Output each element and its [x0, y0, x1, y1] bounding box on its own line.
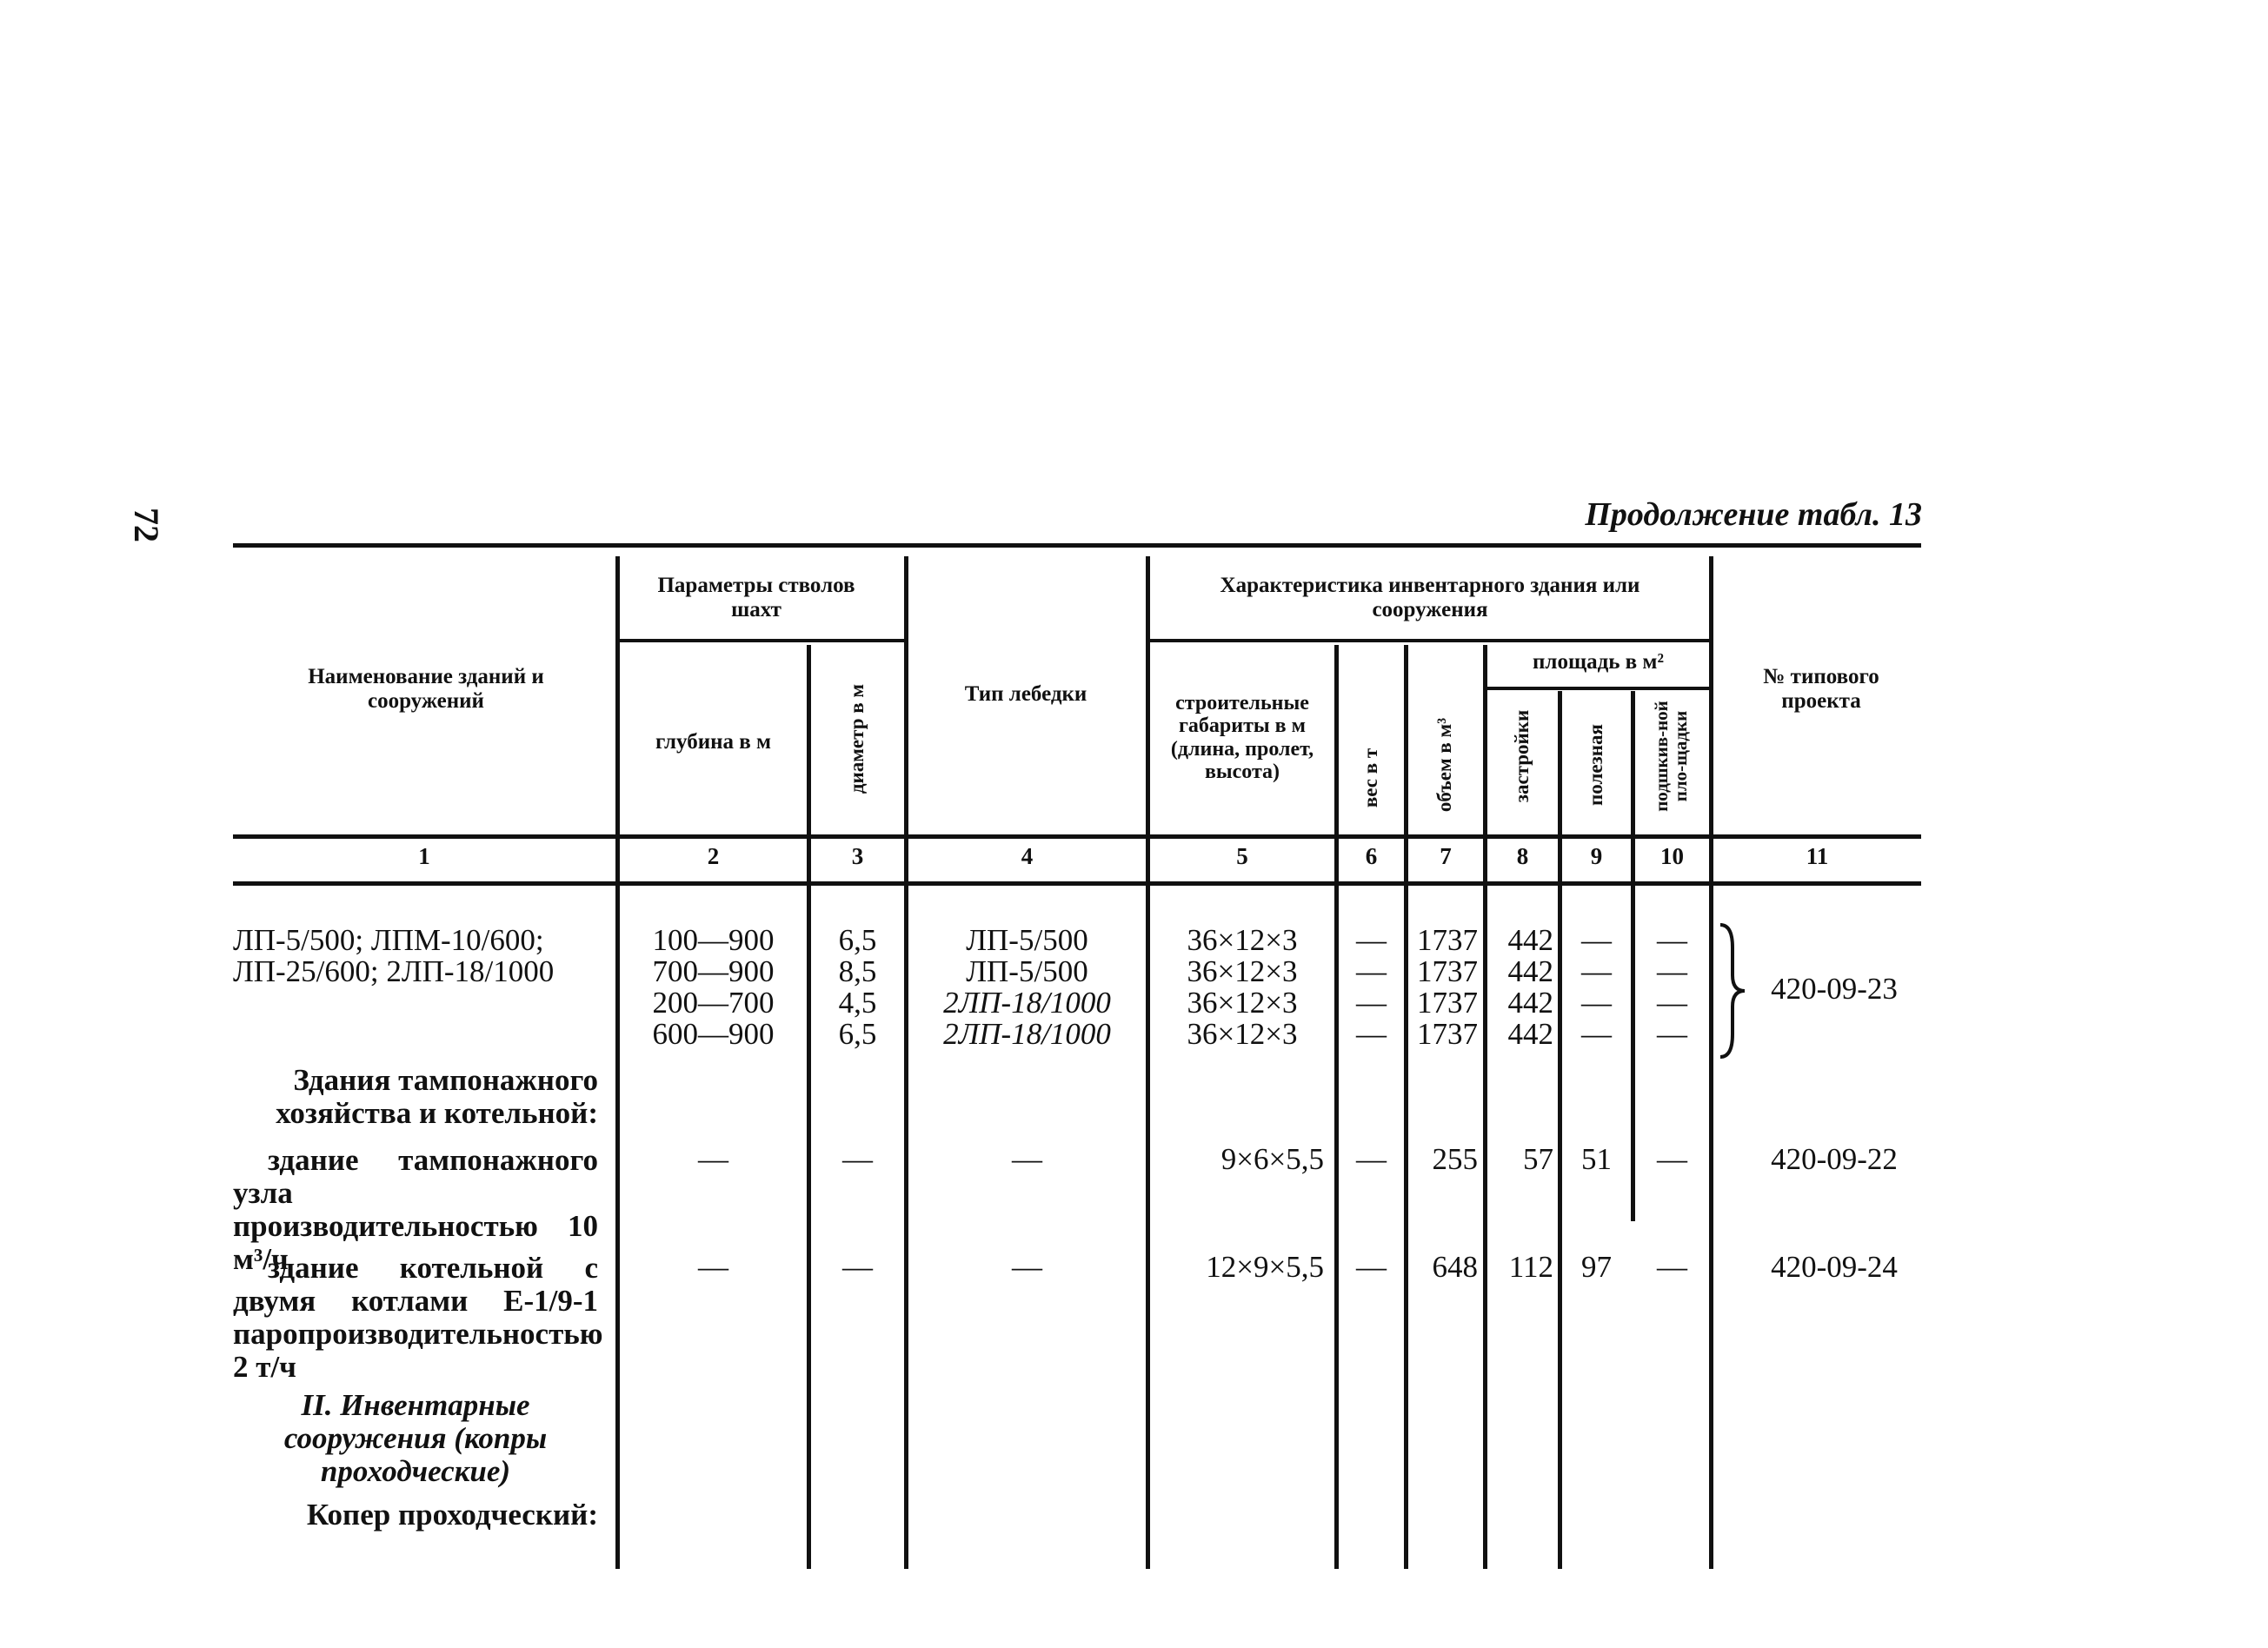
brace-shape [1720, 925, 1745, 1057]
table-cell-useful: — [1581, 986, 1612, 1020]
table-cell-built: 442 [1507, 986, 1553, 1020]
header-col9: полезная [1584, 724, 1606, 806]
header-col5: строительные габариты в м (длина, пролет, высота) [1170, 692, 1314, 784]
table-cell-winch: — [1012, 1142, 1042, 1176]
col-number-8: 8 [1516, 843, 1529, 869]
vrule-4 [1146, 556, 1150, 1569]
table-cell-winch: — [1012, 1250, 1042, 1284]
table-cell-volume: 1737 [1417, 986, 1478, 1020]
table-caption: Продолжение табл. 13 [1585, 496, 1922, 533]
vrule-8 [1558, 691, 1562, 1569]
table-cell-volume: 255 [1432, 1142, 1478, 1176]
header-col1: Наименование зданий и сооружений [308, 665, 544, 713]
col-number-6: 6 [1365, 843, 1378, 869]
table-cell-pulley: — [1657, 1250, 1687, 1284]
vrule-1 [615, 556, 620, 1569]
header-group-building: Характеристика инвентарного здания или сооружения [1220, 574, 1640, 621]
col-number-10: 10 [1660, 843, 1684, 869]
col-number-3: 3 [851, 843, 864, 869]
block1-name-line2: ЛП-25/600; 2ЛП-18/1000 [233, 954, 555, 988]
header-col6: вес в т [1359, 748, 1381, 808]
col-number-4: 4 [1021, 843, 1034, 869]
table-cell-weight: — [1356, 986, 1387, 1020]
block1-project-number: 420-09-23 [1771, 972, 1898, 1006]
table-cell-built: 442 [1507, 1017, 1553, 1051]
right-brace [1717, 921, 1752, 1060]
table-cell-built: 442 [1507, 954, 1553, 988]
header-group-area: площадь в м² [1533, 650, 1664, 674]
section2-item: Копер проходческий: [306, 1498, 598, 1532]
table-cell-winch: ЛП-5/500 [966, 954, 1088, 988]
table-cell-depth: 200—700 [652, 986, 775, 1020]
table-cell-weight: — [1356, 1017, 1387, 1051]
header-group-shafts: Параметры стволов шахт [657, 574, 855, 621]
table-cell-diameter: 8,5 [838, 954, 877, 988]
table-cell-diameter: — [842, 1142, 873, 1176]
table-cell-dims: 9×6×5,5 [1220, 1142, 1324, 1176]
table-cell-pulley: — [1657, 1017, 1687, 1051]
table-cell-diameter: 6,5 [838, 923, 877, 957]
table-cell-dims: 36×12×3 [1187, 954, 1298, 988]
table-cell-winch: 2ЛП-18/1000 [943, 986, 1111, 1020]
col-number-5: 5 [1236, 843, 1248, 869]
table-cell-volume: 648 [1432, 1250, 1478, 1284]
table-cell-useful: — [1581, 954, 1612, 988]
page-number: 72 [127, 508, 166, 542]
table-cell-weight: — [1356, 923, 1387, 957]
table-cell-useful: 51 [1581, 1142, 1612, 1176]
header-col11: № типового проекта [1763, 665, 1879, 713]
table-cell-dims: 36×12×3 [1187, 1017, 1298, 1051]
group-area-rule [1487, 687, 1711, 690]
section-heading: Здания тампонажного хозяйства и котельной: [276, 1063, 598, 1130]
col-number-1: 1 [418, 843, 430, 869]
table-cell-dims: 36×12×3 [1187, 986, 1298, 1020]
table-cell-winch: 2ЛП-18/1000 [943, 1017, 1111, 1051]
table-cell-weight: — [1356, 954, 1387, 988]
vrule-10 [1709, 556, 1713, 1569]
table-cell-depth: — [698, 1142, 728, 1176]
top-rule [233, 543, 1921, 548]
table-cell-pulley: — [1657, 1142, 1687, 1176]
header-col10: подшкив-ной пло-щадки [1650, 701, 1691, 812]
table-cell-pulley: — [1657, 954, 1687, 988]
table-cell-depth: — [698, 1250, 728, 1284]
table-cell-useful: — [1581, 1017, 1612, 1051]
col-number-11: 11 [1806, 843, 1829, 869]
vrule-7 [1483, 645, 1487, 1569]
col-number-2: 2 [707, 843, 720, 869]
header-col4: Тип лебедки [964, 682, 1087, 706]
vrule-3 [904, 556, 908, 1569]
table-cell-diameter: 6,5 [838, 1017, 877, 1051]
table-cell-weight: — [1356, 1142, 1387, 1176]
table-cell-depth: 600—900 [652, 1017, 775, 1051]
section2-title: II. Инвентарные сооружения (копры проходческие) [283, 1388, 548, 1488]
table-cell-useful: 97 [1581, 1250, 1612, 1284]
col-number-9: 9 [1590, 843, 1603, 869]
header-col2: глубина в м [655, 730, 772, 754]
table-cell-pulley: — [1657, 986, 1687, 1020]
group-building-rule [1149, 639, 1711, 642]
row-tamp-name: здание тампонажного узла производительностью 10 м³/ч [233, 1143, 598, 1276]
row-boiler-project-number: 420-09-24 [1771, 1250, 1898, 1284]
table-cell-weight: — [1356, 1250, 1387, 1284]
table-cell-volume: 1737 [1417, 1017, 1478, 1051]
table-cell-volume: 1737 [1417, 954, 1478, 988]
col-number-7: 7 [1440, 843, 1452, 869]
vrule-6 [1404, 645, 1408, 1569]
table-cell-diameter: 4,5 [838, 986, 877, 1020]
table-cell-depth: 700—900 [652, 954, 775, 988]
table-cell-winch: ЛП-5/500 [966, 923, 1088, 957]
block1-name-line1: ЛП-5/500; ЛПМ-10/600; [233, 923, 544, 957]
group-shafts-rule [619, 639, 904, 642]
row-tamp-project-number: 420-09-22 [1771, 1142, 1898, 1176]
table-cell-pulley: — [1657, 923, 1687, 957]
header-bottom-rule [233, 834, 1921, 839]
table-cell-built: 112 [1508, 1250, 1553, 1284]
table-cell-built: 442 [1507, 923, 1553, 957]
table-cell-built: 57 [1523, 1142, 1553, 1176]
table-cell-depth: 100—900 [652, 923, 775, 957]
table-cell-useful: — [1581, 923, 1612, 957]
header-col3: диаметр в м [845, 683, 868, 794]
table-cell-volume: 1737 [1417, 923, 1478, 957]
header-col8: застройки [1510, 709, 1533, 803]
table-cell-dims: 36×12×3 [1187, 923, 1298, 957]
vrule-2 [807, 645, 811, 1569]
table-cell-diameter: — [842, 1250, 873, 1284]
row-boiler-name: здание котельной с двумя котлами Е-1/9-1 паропроизводительностью 2 т/ч [233, 1251, 603, 1384]
table-cell-dims: 12×9×5,5 [1206, 1250, 1324, 1284]
numbers-bottom-rule [233, 881, 1921, 886]
header-col7: объем в м³ [1433, 717, 1455, 813]
vrule-5 [1334, 645, 1339, 1569]
